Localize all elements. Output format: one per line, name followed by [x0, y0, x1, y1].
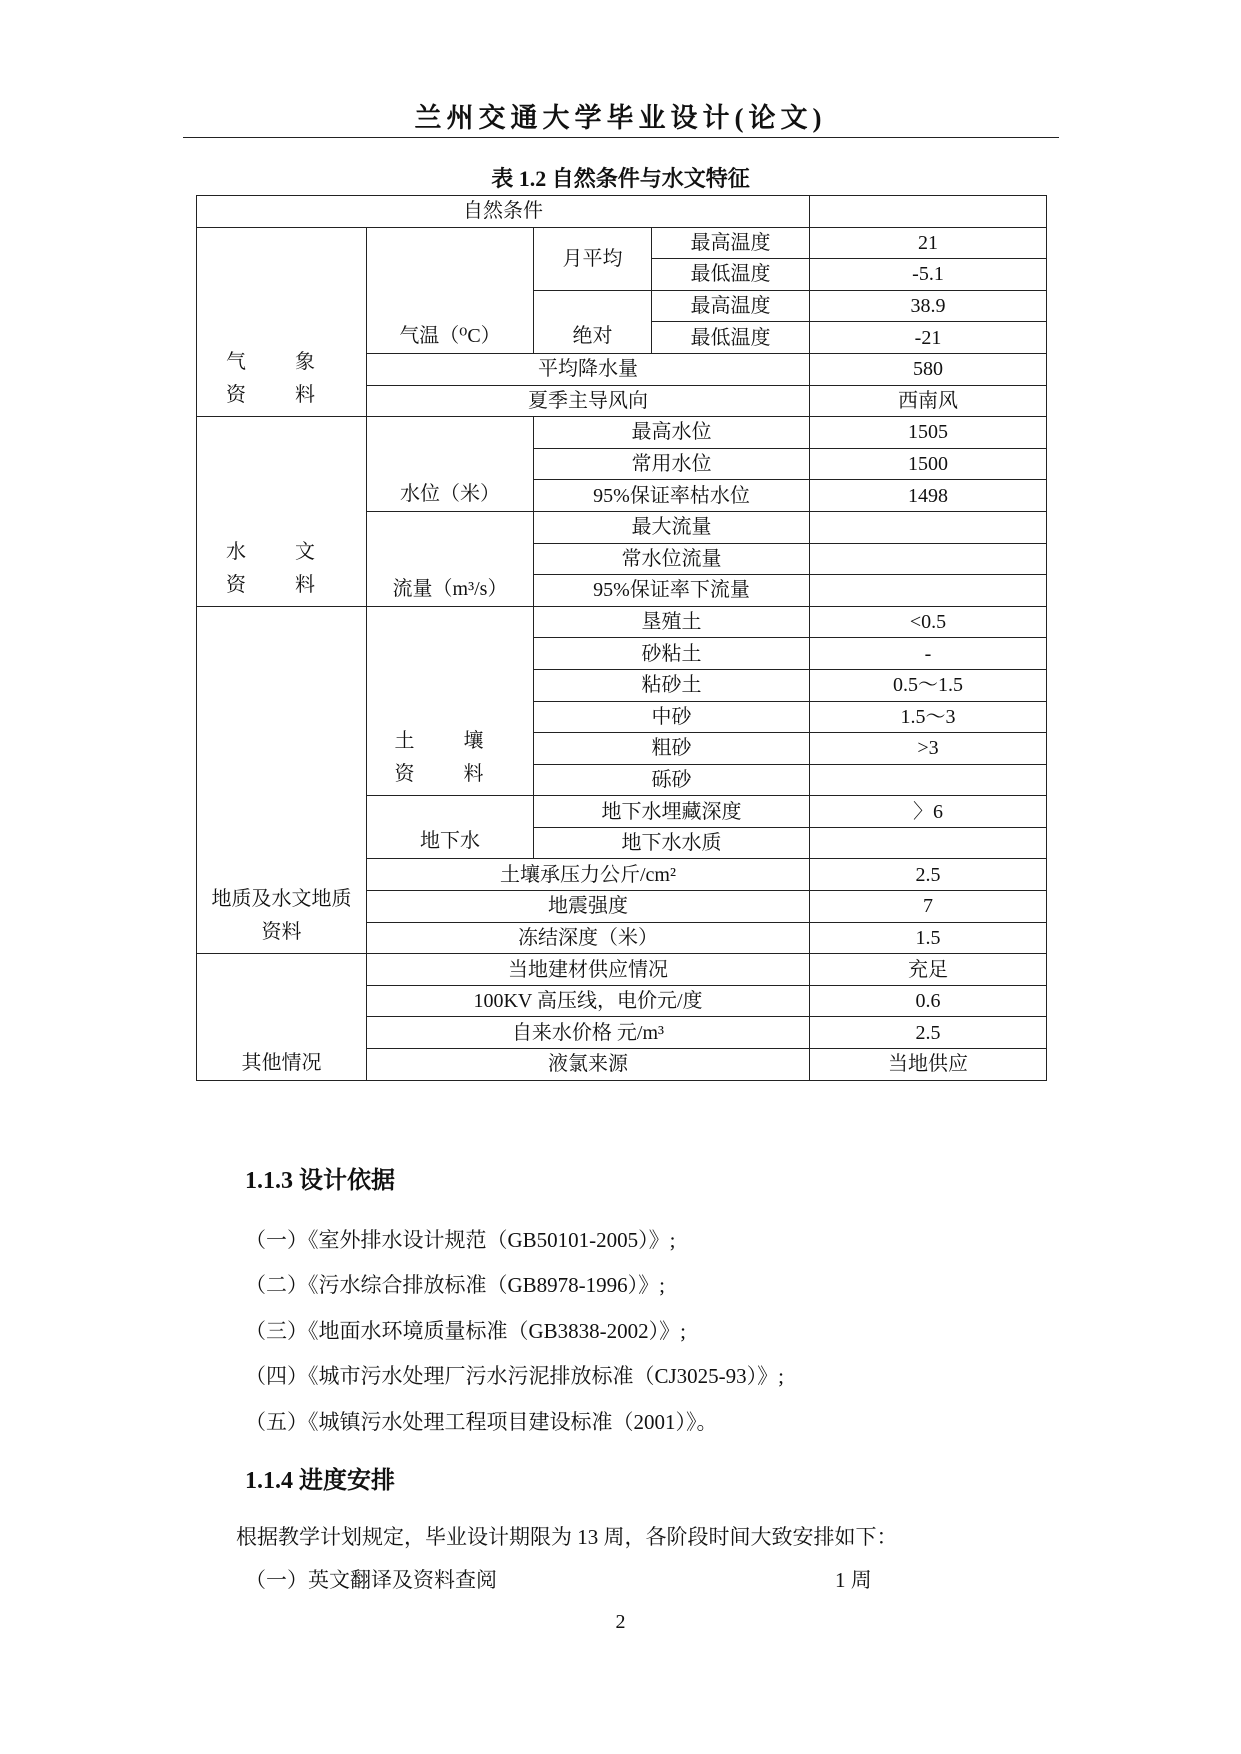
table-cell — [810, 511, 1047, 543]
level-95-label: 95%保证率枯水位 — [534, 480, 810, 512]
flow-max-label: 最大流量 — [534, 511, 810, 543]
table-heading: 自然条件 — [197, 196, 810, 228]
flow-label: 流量（m³/s） — [367, 511, 534, 606]
bearing-label: 土壤承压力公斤/cm² — [367, 859, 810, 891]
quake-label: 地震强度 — [367, 891, 810, 923]
other-name: 液氯来源 — [367, 1049, 810, 1081]
table-cell — [810, 827, 1047, 859]
soil-name: 粗砂 — [534, 733, 810, 765]
section-heading-113: 1.1.3 设计依据 — [245, 1168, 395, 1194]
schedule-item — [245, 1564, 885, 1594]
document-header-title: 兰州交通大学毕业设计(论文) — [414, 103, 827, 133]
soil-name: 砾砂 — [534, 764, 810, 796]
other-name: 自来水价格 元/m³ — [367, 1017, 810, 1049]
level-max-label: 最高水位 — [534, 417, 810, 449]
soil-value: 0.5～1.5 — [810, 669, 1047, 701]
bearing-value: 2.5 — [810, 859, 1047, 891]
table-cell — [810, 196, 1047, 228]
other-value: 0.6 — [810, 985, 1047, 1017]
abs-min-value: -21 — [810, 322, 1047, 354]
abs-max-value: 38.9 — [810, 290, 1047, 322]
quake-value: 7 — [810, 891, 1047, 923]
soil-value: - — [810, 638, 1047, 670]
min-temp-label: 最低温度 — [652, 259, 810, 291]
frost-value: 1.5 — [810, 922, 1047, 954]
rain-label: 平均降水量 — [367, 353, 810, 385]
flow-95-label: 95%保证率下流量 — [534, 575, 810, 607]
other-group-label: 其他情况 — [197, 954, 367, 1080]
reference-item: （二）《污水综合排放标准（GB8978-1996）》; — [245, 1273, 665, 1297]
reference-item: （一）《室外排水设计规范（GB50101-2005）》; — [245, 1228, 676, 1252]
soil-name: 砂粘土 — [534, 638, 810, 670]
max-temp-label: 最高温度 — [652, 227, 810, 259]
soil-value: 1.5～3 — [810, 701, 1047, 733]
section-heading-114: 1.1.4 进度安排 — [245, 1468, 395, 1494]
soil-value: <0.5 — [810, 606, 1047, 638]
groundwater-label: 地下水 — [367, 796, 534, 859]
level-normal-label: 常用水位 — [534, 448, 810, 480]
table-row — [197, 606, 1047, 638]
header-rule — [183, 137, 1059, 138]
gw-quality-label: 地下水水质 — [534, 827, 810, 859]
other-value: 充足 — [810, 954, 1047, 986]
reference-item: （四）《城市污水处理厂污水污泥排放标准（CJ3025-93）》; — [245, 1364, 785, 1388]
wind-value: 西南风 — [810, 385, 1047, 417]
soil-value: >3 — [810, 733, 1047, 765]
table-row — [197, 196, 1047, 228]
other-value: 2.5 — [810, 1017, 1047, 1049]
gw-depth-label: 地下水埋藏深度 — [534, 796, 810, 828]
other-name: 当地建材供应情况 — [367, 954, 810, 986]
other-value: 当地供应 — [810, 1049, 1047, 1081]
schedule-intro: 根据教学计划规定，毕业设计期限为 13 周，各阶段时间大致安排如下： — [236, 1525, 898, 1549]
rain-value: 580 — [810, 353, 1047, 385]
soil-name: 中砂 — [534, 701, 810, 733]
table-cell — [810, 543, 1047, 575]
absolute-label: 绝对 — [534, 290, 652, 353]
level-normal-value: 1500 — [810, 448, 1047, 480]
wind-label: 夏季主导风向 — [367, 385, 810, 417]
frost-label: 冻结深度（米） — [367, 922, 810, 954]
table-cell — [810, 575, 1047, 607]
table-row — [197, 417, 1047, 449]
page-number: 2 — [615, 1611, 626, 1633]
meteo-group-label: 气 象 资 料 — [197, 227, 367, 417]
monthly-min-value: -5.1 — [810, 259, 1047, 291]
flow-normal-label: 常水位流量 — [534, 543, 810, 575]
monthly-label: 月平均 — [534, 227, 652, 290]
water-level-label: 水位（米） — [367, 417, 534, 512]
soil-label: 土 壤 资 料 — [367, 606, 534, 796]
schedule-task: （一）英文翻译及资料查阅 — [245, 1568, 497, 1592]
soil-name: 粘砂土 — [534, 669, 810, 701]
geo-group-label: 地质及水文地质资料 — [197, 606, 367, 954]
schedule-duration: 1 周 — [835, 1568, 872, 1592]
other-name: 100KV 高压线，电价元/度 — [367, 985, 810, 1017]
table-row — [197, 954, 1047, 986]
level-max-value: 1505 — [810, 417, 1047, 449]
reference-item: （五）《城镇污水处理工程项目建设标准（2001）》。 — [245, 1410, 718, 1434]
reference-item: （三）《地面水环境质量标准（GB3838-2002）》; — [245, 1319, 686, 1343]
hydro-group-label: 水 文 资 料 — [197, 417, 367, 607]
soil-name: 垦殖土 — [534, 606, 810, 638]
gw-depth-value: 〉6 — [810, 796, 1047, 828]
temp-label: 气温（⁰C） — [367, 227, 534, 353]
max-temp-label: 最高温度 — [652, 290, 810, 322]
natural-conditions-table — [196, 195, 1047, 1081]
level-95-value: 1498 — [810, 480, 1047, 512]
monthly-max-value: 21 — [810, 227, 1047, 259]
min-temp-label: 最低温度 — [652, 322, 810, 354]
table-caption: 表 1.2 自然条件与水文特征 — [491, 166, 750, 191]
soil-value — [810, 764, 1047, 796]
table-row — [197, 227, 1047, 259]
